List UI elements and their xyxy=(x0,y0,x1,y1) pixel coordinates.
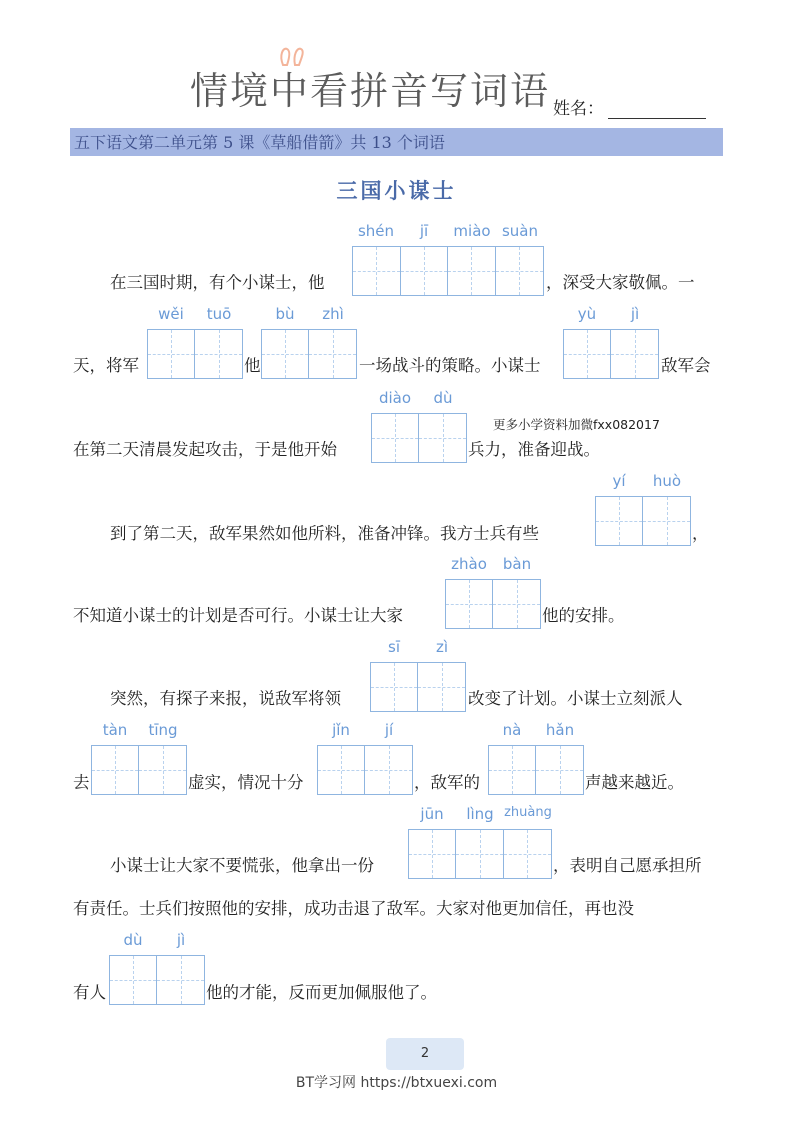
pinyin-syllable: yù xyxy=(577,305,597,323)
pinyin-syllable: huò xyxy=(652,472,682,490)
story-text: 小谋士让大家不要慌张，他拿出一份 xyxy=(110,856,374,875)
story-text: 他的安排。 xyxy=(542,606,625,625)
pinyin-syllable: zhuàng xyxy=(504,805,552,820)
pinyin-syllable: bù xyxy=(275,305,295,323)
story-text: 有人 xyxy=(73,983,106,1002)
story-text: 他 xyxy=(244,356,261,375)
pinyin-syllable: jǐn xyxy=(332,721,350,739)
story-text: 突然，有探子来报，说敌军将领 xyxy=(110,689,341,708)
story-text: ，敌军的 xyxy=(414,773,480,792)
pinyin-syllable: zì xyxy=(435,638,449,656)
pinyin-syllable: nà xyxy=(502,721,522,739)
pinyin-syllable: bàn xyxy=(502,555,532,573)
story-text: 他的才能，反而更加佩服他了。 xyxy=(206,983,437,1002)
pinyin-syllable: jī xyxy=(419,222,429,240)
pinyin-syllable: sī xyxy=(388,638,400,656)
story-text: 去 xyxy=(73,773,90,792)
answer-cell[interactable] xyxy=(643,497,690,545)
story-text: 声越来越近。 xyxy=(585,773,684,792)
story-text: 天，将军 xyxy=(73,356,139,375)
story-text: 改变了计划。小谋士立刻派人 xyxy=(468,689,683,708)
pinyin-syllable: zhì xyxy=(322,305,344,323)
answer-cell[interactable] xyxy=(446,580,493,628)
pinyin-syllable: miào xyxy=(453,222,491,240)
pinyin-syllable: hǎn xyxy=(545,721,575,739)
story-text: 在第二天清晨发起攻击，于是他开始 xyxy=(73,440,337,459)
pinyin-syllable: tàn xyxy=(102,721,128,739)
answer-grid[interactable] xyxy=(261,329,357,379)
pinyin-syllable: yí xyxy=(612,472,626,490)
name-blank-line[interactable] xyxy=(608,100,706,119)
answer-cell[interactable] xyxy=(262,330,309,378)
answer-cell[interactable] xyxy=(371,663,418,711)
answer-grid[interactable] xyxy=(371,413,467,463)
answer-cell[interactable] xyxy=(504,830,551,878)
story-text: 不知道小谋士的计划是否可行。小谋士让大家 xyxy=(73,606,403,625)
answer-cell[interactable] xyxy=(157,956,204,1004)
pinyin-syllable: jūn xyxy=(420,805,444,823)
answer-grid[interactable] xyxy=(352,246,544,296)
word-slot-6 xyxy=(595,472,691,546)
story-text: 敌军会 xyxy=(661,356,711,375)
answer-grid[interactable] xyxy=(595,496,691,546)
answer-cell[interactable] xyxy=(372,414,419,462)
story-text: 有责任。士兵们按照他的安排，成功击退了敌军。大家对他更加信任，再也没 xyxy=(73,899,634,918)
page-number: 2 xyxy=(386,1038,464,1070)
pinyin-syllable: zhào xyxy=(451,555,487,573)
answer-grid[interactable] xyxy=(445,579,541,629)
answer-grid[interactable] xyxy=(147,329,243,379)
answer-cell[interactable] xyxy=(365,746,412,794)
answer-cell[interactable] xyxy=(418,663,465,711)
answer-cell[interactable] xyxy=(139,746,186,794)
pinyin-syllable: jí xyxy=(384,721,394,739)
answer-grid[interactable] xyxy=(408,829,552,879)
answer-cell[interactable] xyxy=(596,497,643,545)
lesson-subtitle: 五下语文第二单元第 5 课《草船借箭》共 13 个词语 xyxy=(70,128,723,156)
answer-grid[interactable] xyxy=(317,745,413,795)
answer-grid[interactable] xyxy=(109,955,205,1005)
answer-cell[interactable] xyxy=(409,830,456,878)
story-title: 三国小谋士 xyxy=(336,178,457,203)
answer-cell[interactable] xyxy=(419,414,466,462)
word-slot-1 xyxy=(352,222,544,296)
answer-cell[interactable] xyxy=(110,956,157,1004)
answer-cell[interactable] xyxy=(611,330,658,378)
answer-cell[interactable] xyxy=(489,746,536,794)
answer-cell[interactable] xyxy=(448,247,496,295)
answer-cell[interactable] xyxy=(456,830,503,878)
story-text: 到了第二天，敌军果然如他所料，准备冲锋。我方士兵有些 xyxy=(110,524,539,543)
pinyin-syllable: lìng xyxy=(466,805,494,823)
word-slot-11 xyxy=(488,721,584,795)
answer-cell[interactable] xyxy=(353,247,401,295)
answer-grid[interactable] xyxy=(488,745,584,795)
word-slot-5 xyxy=(371,389,467,463)
answer-cell[interactable] xyxy=(493,580,540,628)
pinyin-syllable: shén xyxy=(357,222,395,240)
story-text: 虚实，情况十分 xyxy=(188,773,304,792)
story-text: 兵力，准备迎战。 xyxy=(468,440,600,459)
answer-cell[interactable] xyxy=(309,330,356,378)
name-label: 姓名： xyxy=(553,99,604,119)
answer-grid[interactable] xyxy=(370,662,466,712)
pinyin-syllable: jì xyxy=(630,305,640,323)
word-slot-13 xyxy=(109,931,205,1005)
contact-note: 更多小学资料加微fxx082017 xyxy=(493,417,660,432)
answer-cell[interactable] xyxy=(496,247,543,295)
name-field xyxy=(553,94,706,119)
answer-cell[interactable] xyxy=(195,330,242,378)
word-slot-2 xyxy=(147,305,243,379)
word-slot-10 xyxy=(317,721,413,795)
pinyin-syllable: wěi xyxy=(158,305,184,323)
story-text: 一场战斗的策略。小谋士 xyxy=(359,356,541,375)
answer-cell[interactable] xyxy=(536,746,583,794)
banner-title: 情境中看拼音写词语 xyxy=(190,69,551,113)
answer-cell[interactable] xyxy=(564,330,611,378)
word-slot-3 xyxy=(261,305,357,379)
answer-grid[interactable] xyxy=(563,329,659,379)
pinyin-syllable: jì xyxy=(176,931,186,949)
pinyin-syllable: suàn xyxy=(501,222,539,240)
pinyin-syllable: dù xyxy=(123,931,143,949)
pinyin-syllable: tīng xyxy=(148,721,178,739)
word-slot-4 xyxy=(563,305,659,379)
word-slot-7 xyxy=(445,555,541,629)
footer-site[interactable]: BT学习网 https://btxuexi.com xyxy=(295,1075,498,1091)
word-slot-9 xyxy=(91,721,187,795)
pinyin-syllable: diào xyxy=(378,389,412,407)
answer-cell[interactable] xyxy=(92,746,139,794)
story-text: ， xyxy=(692,524,709,543)
answer-cell[interactable] xyxy=(401,247,449,295)
pinyin-syllable: dù xyxy=(433,389,453,407)
word-slot-12 xyxy=(408,805,552,879)
pinyin-syllable: tuō xyxy=(206,305,232,323)
story-text: 在三国时期，有个小谋士，他 xyxy=(110,273,325,292)
answer-cell[interactable] xyxy=(148,330,195,378)
word-slot-8 xyxy=(370,638,466,712)
story-text: ，深受大家敬佩。一 xyxy=(546,273,695,292)
story-text: ，表明自己愿承担所 xyxy=(553,856,702,875)
answer-cell[interactable] xyxy=(318,746,365,794)
answer-grid[interactable] xyxy=(91,745,187,795)
